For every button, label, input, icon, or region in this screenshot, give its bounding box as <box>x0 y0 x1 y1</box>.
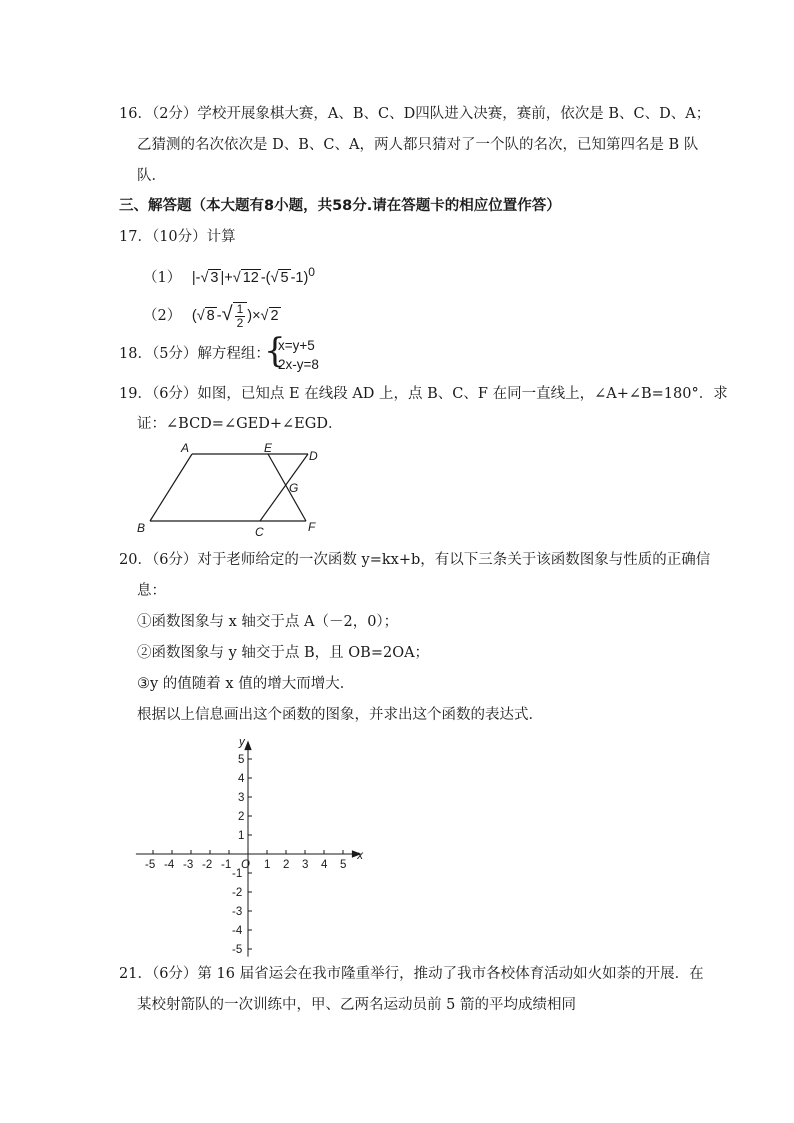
y-axis-label: y <box>239 736 245 749</box>
x-tick-label: 2 <box>283 859 290 871</box>
point-label-F: F <box>308 520 316 534</box>
y-tick-label: -1 <box>232 868 243 880</box>
y-tick-label: 3 <box>238 792 245 804</box>
q17-part1-expression <box>191 265 316 286</box>
q17-p2-close: )× <box>247 307 261 324</box>
q17-p1-seg-c: -( <box>260 269 271 286</box>
point-label-C: C <box>255 525 264 539</box>
q17-p2-numerator: 1 <box>236 302 244 316</box>
q17-p2-minus: - <box>216 307 222 324</box>
point-label-B: B <box>137 521 146 535</box>
q17-p1-radicand-2: 12 <box>242 269 259 286</box>
origin-label: O <box>241 859 250 871</box>
sqrt-sign: √ <box>232 269 241 286</box>
q20-line-2: 息： <box>137 583 166 599</box>
y-axis-arrow <box>245 742 251 750</box>
section-heading: 三、解答题（本大题有8小题，共58分.请在答题卡的相应位置作答） <box>119 198 561 214</box>
sqrt-sign: √ <box>221 302 233 325</box>
q17-p2-fraction <box>233 302 248 330</box>
q20-info-3: ③y 的值随着 x 值的增大而增大． <box>137 676 355 692</box>
x-tick-label: -3 <box>183 859 194 871</box>
coordinate-axes-chart <box>130 728 380 958</box>
q17-part1-label: （1） <box>143 269 182 286</box>
q18-title: 18．（5分）解方程组： <box>119 346 270 362</box>
x-tick-label: -2 <box>202 859 213 871</box>
x-tick-label: 4 <box>321 859 328 871</box>
q18-equation-1: x=y+5 <box>278 338 315 353</box>
q17-part2 <box>143 302 281 330</box>
point-label-E: E <box>264 441 273 455</box>
y-tick-label: 1 <box>238 830 245 842</box>
point-label-A: A <box>181 441 190 455</box>
q16-line-3: 队． <box>137 168 166 184</box>
q19-line-1: 19．（6分）如图，已知点 E 在线段 AD 上，点 B、C、F 在同一直线上，∠A+∠B=180°．求 <box>119 386 728 402</box>
y-tick-label: -2 <box>232 887 243 899</box>
q21-line-2: 某校射箭队的一次训练中，甲、乙两名运动员前 5 箭的平均成绩相同 <box>137 997 576 1013</box>
q17-p2-denominator: 2 <box>236 316 244 330</box>
q20-info-2: ②函数图象与 y 轴交于点 B，且 OB=2OA； <box>137 645 430 661</box>
q17-p1-radicand-3: 5 <box>280 269 289 286</box>
q17-p1-exponent: 0 <box>308 265 316 279</box>
q20-line-1: 20．（6分）对于老师给定的一次函数 y=kx+b，有以下三条关于该函数图象与性质的正确信 <box>119 552 711 568</box>
q21-line-1: 21．（6分）第 16 届省运会在我市隆重举行，推动了我市各校体育活动如火如荼的开展．在 <box>119 966 704 982</box>
q18-equation-system <box>264 331 384 376</box>
point-label-G: G <box>289 481 299 495</box>
q20-task: 根据以上信息画出这个函数的图象，并求出这个函数的表达式． <box>137 707 543 723</box>
y-tick-label: -3 <box>232 906 243 918</box>
x-tick-label: -1 <box>221 859 232 871</box>
x-tick-label: 3 <box>302 859 309 871</box>
y-tick-label: -4 <box>232 925 243 937</box>
q17-p2-radicand-2: 2 <box>270 307 279 324</box>
point-label-D: D <box>309 449 318 463</box>
q17-p1-radicand-1: 3 <box>210 269 219 286</box>
x-axis-label: x <box>357 850 363 862</box>
q17-part2-expression <box>191 302 281 330</box>
q19-geometry-figure <box>130 438 330 542</box>
q17-p1-seg-a: |- <box>191 269 201 286</box>
sqrt-sign: √ <box>196 307 205 324</box>
q20-info-1: ①函数图象与 x 轴交于点 A（－2，0）； <box>137 614 399 630</box>
q17-part2-label: （2） <box>143 307 182 324</box>
q16-line-1: 16．（2分）学校开展象棋大赛，A、B、C、D四队进入决赛，赛前，依次是 B、C、D、A； <box>119 106 711 122</box>
q17-p2-open: ( <box>191 307 197 324</box>
q19-line-2: 证：∠BCD=∠GED+∠EGD． <box>137 416 343 432</box>
q17-p1-seg-b: |+ <box>220 269 233 286</box>
left-brace: { <box>264 331 286 371</box>
q17-p1-seg-d: -1) <box>290 269 309 286</box>
y-tick-label: 2 <box>238 811 245 823</box>
x-tick-label: 1 <box>264 859 271 871</box>
sqrt-sign: √ <box>200 269 209 286</box>
x-tick-label: -5 <box>145 859 156 871</box>
q17-title: 17．（10分）计算 <box>119 229 236 245</box>
sqrt-sign: √ <box>260 307 269 324</box>
y-tick-label: -5 <box>232 944 243 956</box>
y-tick-label: 5 <box>238 754 245 766</box>
x-tick-label: 5 <box>340 859 347 871</box>
q17-p2-radicand-1: 8 <box>206 307 215 324</box>
y-tick-label: 4 <box>238 773 245 785</box>
x-tick-label: -4 <box>164 859 175 871</box>
segment-AB <box>150 454 192 521</box>
sqrt-sign: √ <box>270 269 279 286</box>
q17-part1 <box>143 262 315 288</box>
q16-line-2: 乙猜测的名次依次是 D、B、C、A，两人都只猜对了一个队的名次，已知第四名是 B 队 <box>137 137 699 153</box>
q18-equation-2: 2x-y=8 <box>278 357 319 372</box>
